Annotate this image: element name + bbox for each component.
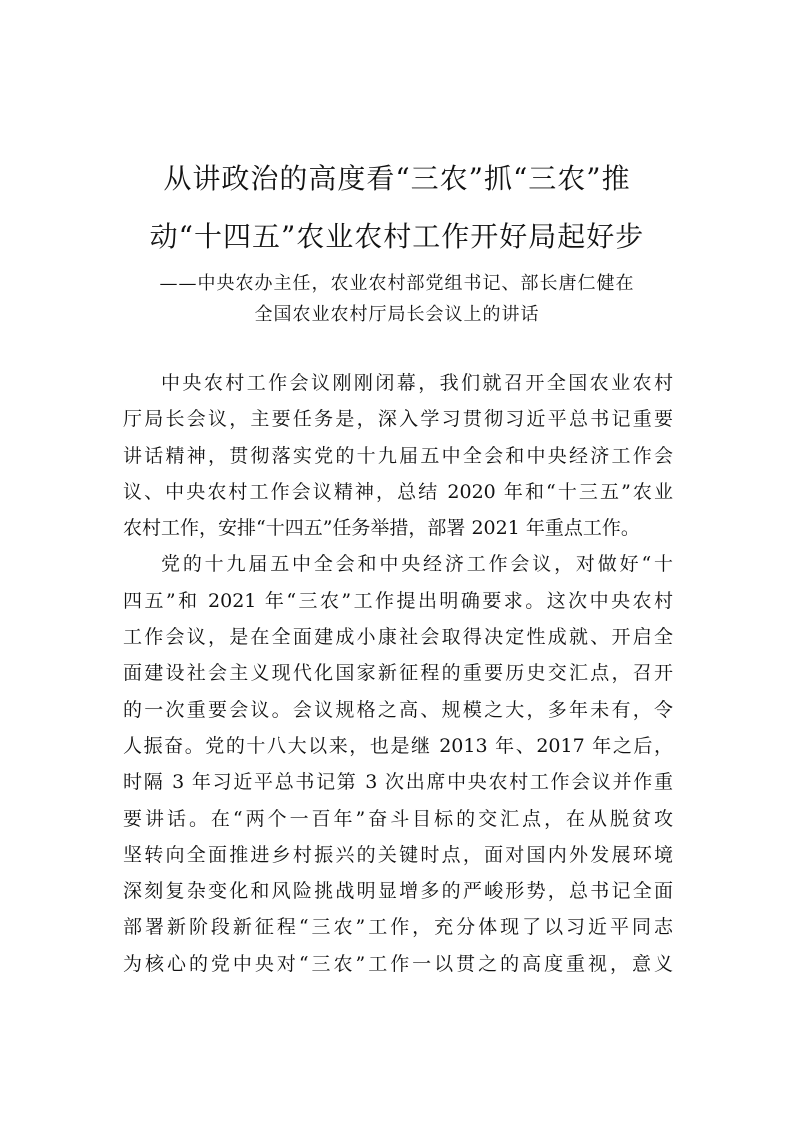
title-line: 动“十四五”农业农村工作开好局起好步 <box>149 220 645 253</box>
document-body <box>123 365 673 982</box>
paragraph-line: 中央农村工作会议刚刚闭幕，我们就召开全国农业农村 <box>161 372 673 394</box>
paragraph-line: 议、中央农村工作会议精神，总结 2020 年和“十三五”农业 <box>123 480 673 503</box>
paragraph-line: 农村工作，安排“十四五”任务举措，部署 2021 年重点工作。 <box>123 517 640 540</box>
subtitle-line: 全国农业农村厅局长会议上的讲话 <box>254 304 540 325</box>
paragraph-line: 的一次重要会议。会议规格之高、规模之大，多年未有，令 <box>123 698 673 721</box>
paragraph-2 <box>123 546 673 982</box>
paragraph-line: 时隔 3 年习近平总书记第 3 次出席中央农村工作会议并作重 <box>123 771 673 794</box>
paragraph-line: 四五”和 2021 年“三农”工作提出明确要求。这次中央农村 <box>123 589 673 612</box>
document-subtitle <box>100 268 694 330</box>
paragraph-line: 人振奋。党的十八大以来，也是继 2013 年、2017 年之后， <box>123 734 673 757</box>
paragraph-line: 讲话精神，贯彻落实党的十九届五中全会和中央经济工作会 <box>123 444 673 467</box>
paragraph-line: 工作会议，是在全面建成小康社会取得决定性成就、开启全 <box>123 626 673 649</box>
paragraph-line: 坚转向全面推进乡村振兴的关键时点，面对国内外发展环境 <box>123 843 673 866</box>
paragraph-line: 深刻复杂变化和风险挑战明显增多的严峻形势，总书记全面 <box>123 880 673 903</box>
paragraph-line: 部署新阶段新征程“三农”工作，充分体现了以习近平同志 <box>123 916 673 939</box>
paragraph-line: 为核心的党中央对“三农”工作一以贯之的高度重视，意义 <box>123 952 673 975</box>
paragraph-line: 面建设社会主义现代化国家新征程的重要历史交汇点，召开 <box>123 662 673 685</box>
paragraph-line: 要讲话。在“两个一百年”奋斗目标的交汇点，在从脱贫攻 <box>123 807 673 830</box>
paragraph-line: 党的十九届五中全会和中央经济工作会议，对做好“十 <box>161 553 673 576</box>
paragraph-1 <box>123 365 673 546</box>
title-line: 从讲政治的高度看“三农”抓“三农”推 <box>163 162 631 195</box>
paragraph-line: 厅局长会议，主要任务是，深入学习贯彻习近平总书记重要 <box>123 408 673 431</box>
document-title <box>110 150 684 266</box>
subtitle-line: ——中央农办主任，农业农村部党组书记、部长唐仁健在 <box>159 273 635 294</box>
